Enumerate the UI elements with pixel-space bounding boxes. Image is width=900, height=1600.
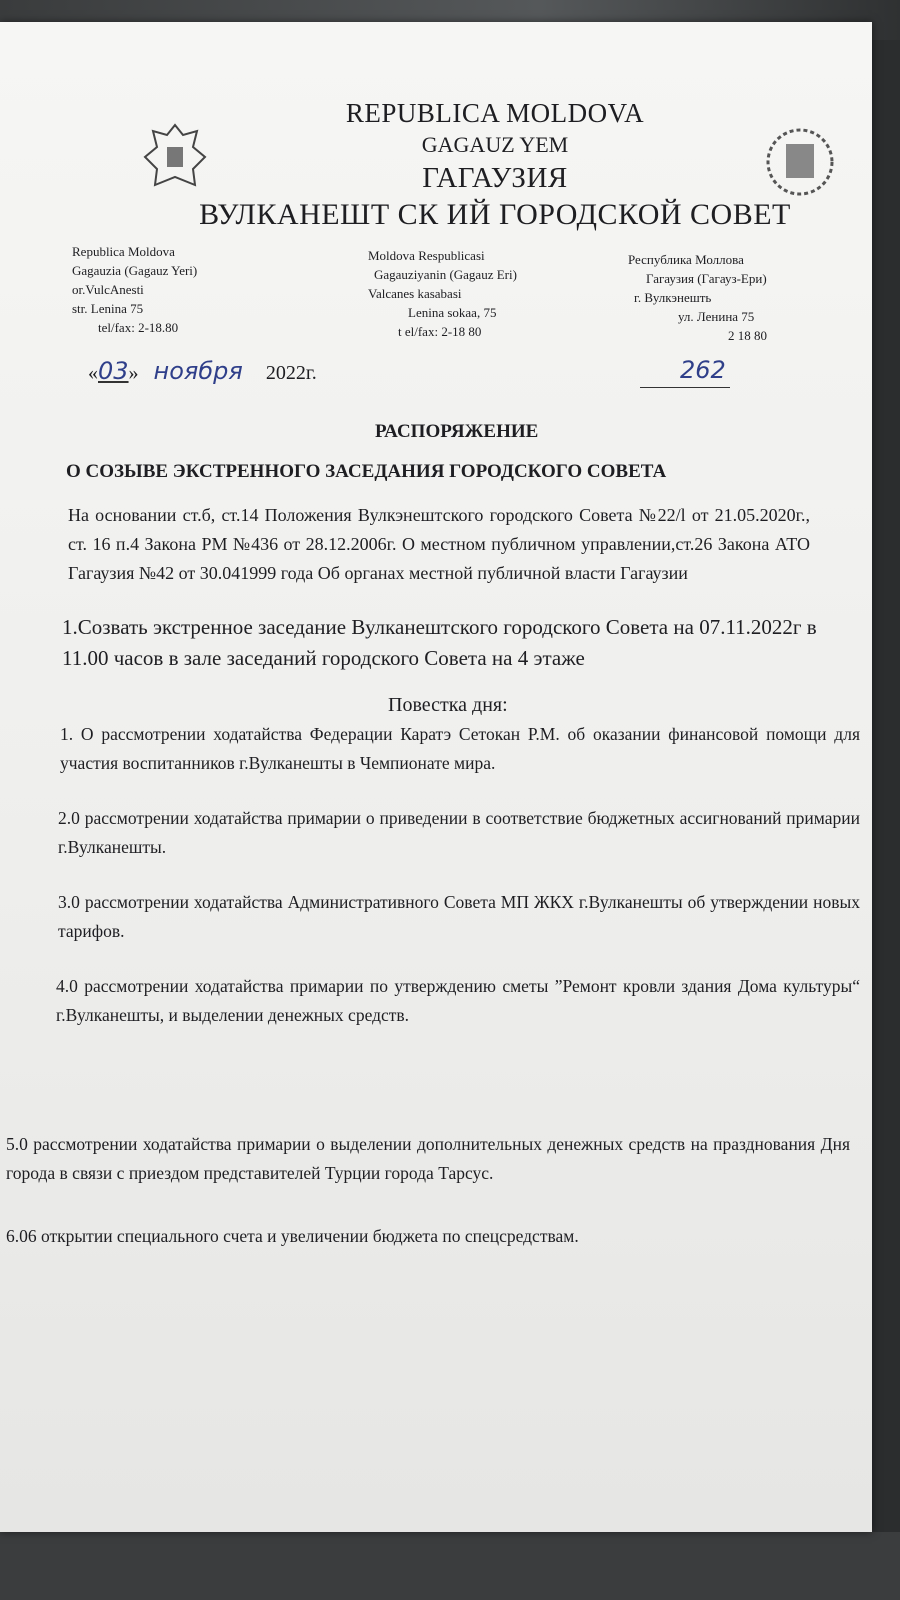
address-line: ул. Ленина 75 [678,309,755,324]
document-number: 262 [640,353,730,388]
address-line: Lenina sokaa, 75 [408,305,497,320]
header-gagauzia: ГАГАУЗИЯ [422,162,568,194]
agenda-item: 4.0 рассмотрении ходатайства примарии по утверждению сметы ”Ремонт кровли здания Дома культуры“ г.Вулканешты, и выделении денежных средств. [56,976,860,1025]
address-russian [628,242,848,345]
address-line: tel/fax: 2-18.80 [98,320,179,335]
agenda-title: Повестка дня: [388,694,508,716]
address-line: Республика Моллова [628,252,744,267]
quote-open: « [88,362,98,384]
header-council: ВУЛКАНЕШТ СК ИЙ ГОРОДСКОЙ СОВЕТ [199,198,791,231]
address-line: Republica Moldova [72,244,175,259]
agenda-item: 5.0 рассмотрении ходатайства примарии о выделении дополнительных денежных средств на празднования Дня города в связи с приездом представителей Турции города Тарсус. [6,1134,850,1183]
agenda-item: 3.0 рассмотрении ходатайства Административного Совета МП ЖКХ г.Вулканешты об утверждении новых тарифов. [58,892,860,941]
letterhead [160,96,830,234]
address-line: Valcanes kasabasi [368,286,462,301]
address-line: Gagauziyanin (Gagauz Eri) [374,267,517,282]
moldova-coat-of-arms-icon [135,117,215,197]
agenda-item: 2.0 рассмотрении ходатайства примарии о приведении в соответствие бюджетных ассигнований примарии г.Вулканешты. [58,808,860,857]
agenda-item: 6.06 открытии специального счета и увеличении бюджета по спецсредствам. [6,1226,579,1246]
document-subtitle: О СОЗЫВЕ ЭКСТРЕННОГО ЗАСЕДАНИЯ ГОРОДСКОГО СОВЕТА [66,461,667,482]
address-line: Гагаузия (Гагауз-Ери) [646,271,767,286]
agenda-item: 1. О рассмотрении ходатайства Федерации Каратэ Сетокан Р.М. об оказании финансовой помощи для участия воспитанников г.Вулканешты в Чемпионате мира. [60,724,860,773]
header-gagauz-yem: GAGAUZ YEM [421,132,569,157]
document-page [0,22,872,1532]
address-line: г. Вулкэнешть [634,290,712,305]
document-date [0,353,872,389]
address-gagauz [368,242,628,345]
address-line: or.VulcAnesti [72,282,144,297]
date-year: 2022г. [265,362,317,384]
desk-bottom [0,1532,900,1600]
address-line: 2 18 80 [728,328,767,343]
quote-close: » [128,362,139,384]
address-block [0,242,872,345]
preamble: На основании ст.б, ст.14 Положения Вулкэнештского городского Совета №22/l от 21.05.2020г., ст. 16 п.4 Закона РМ №436 от 28.12.2006г. О местном публичном управлении,ст.26 Закона АТО Гагаузия №42 от 30.041999 года Об органах местной публичной власти Гагаузии [68,505,810,583]
address-line: t el/fax: 2-18 80 [398,324,482,339]
address-line: Moldova Respublicasi [368,248,485,263]
address-line: Gagauzia (Gagauz Yeri) [72,263,198,278]
address-line: str. Lenina 75 [72,301,144,316]
date-month: ноября [153,357,243,385]
gagauzia-coat-of-arms-icon [760,122,840,202]
point-1: 1.Созвать экстренное заседание Вулканештского городского Совета на 07.11.2022г в 11.00 часов в зале заседаний городского Совета на 4 этаже [62,615,817,670]
address-romanian [72,242,368,345]
header-republica: REPUBLICA MOLDOVA [345,98,645,128]
document-title: РАСПОРЯЖЕНИЕ [375,421,539,442]
date-day: 03 [98,357,129,385]
